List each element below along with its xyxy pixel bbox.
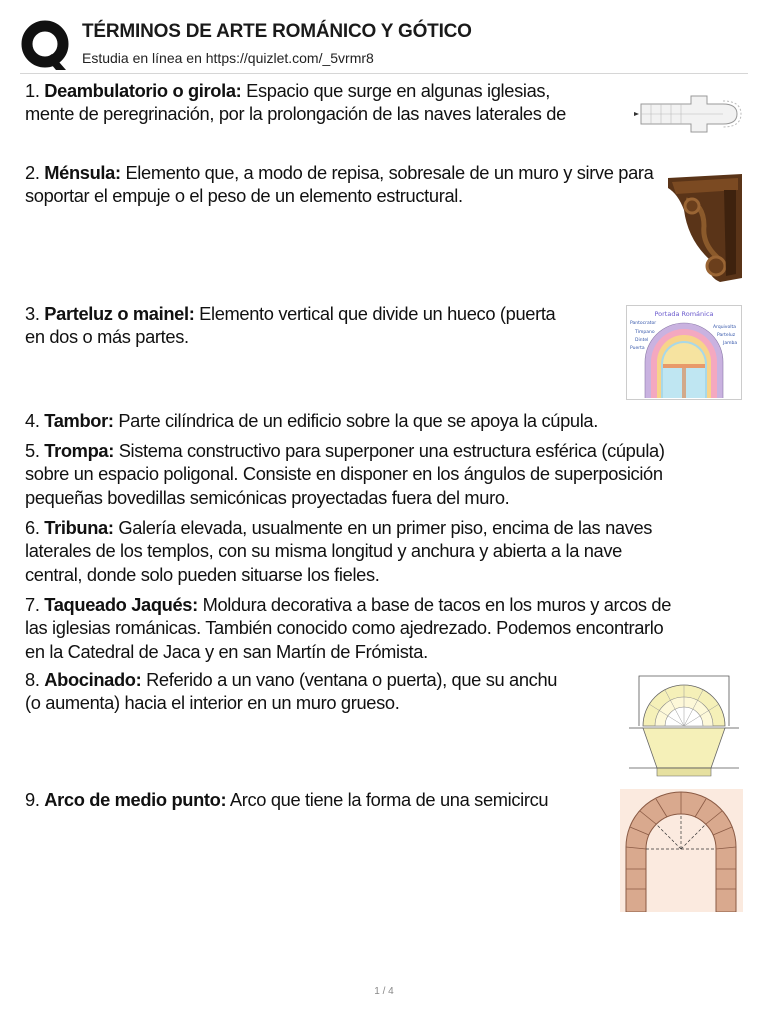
term-entry: 1. Deambulatorio o girola: Espacio que surge en algunas iglesias, mente de peregrinación, por la prolongación de las naves laterales de (25, 80, 566, 125)
svg-text:Parteluz: Parteluz (717, 333, 736, 338)
abocinado-image (625, 668, 743, 781)
term-title: Abocinado: (44, 669, 142, 690)
term-entry: 9. Arco de medio punto: Arco que tiene la forma de una semicircu (25, 789, 549, 810)
arco-medio-punto-image (620, 789, 743, 912)
page-number: 1 / 4 (374, 986, 394, 997)
floor-plan-image (631, 88, 744, 140)
page-title: TÉRMINOS DE ARTE ROMÁNICO Y GÓTICO (82, 21, 472, 42)
quizlet-logo-icon (20, 18, 70, 72)
svg-text:Jamba: Jamba (723, 341, 738, 346)
mensula-image (658, 170, 746, 288)
term-entry: 5. Trompa: Sistema constructivo para superponer una estructura esférica (cúpula) sobre un espacio poligonal. Consiste en disponer en los ángulos de superposición pequeñas bovedillas semicónicas proyectadas fuera del muro. (25, 440, 665, 508)
term-entry: 8. Abocinado: Referido a un vano (ventana o puerta), que su anchu (o aumenta) hacia el interior en un muro grueso. (25, 669, 558, 714)
term-title: Trompa: (44, 440, 114, 461)
svg-text:Arquivolta: Arquivolta (713, 325, 736, 330)
term-title: Deambulatorio o girola: (44, 80, 242, 101)
study-link[interactable]: Estudia en línea en https://quizlet.com/_5vrmr8 (82, 50, 374, 66)
term-title: Taqueado Jaqués: (44, 594, 198, 615)
term-entry: 4. Tambor: Parte cilíndrica de un edificio sobre la que se apoya la cúpula. (25, 410, 598, 431)
svg-text:Tímpano: Tímpano (635, 330, 655, 335)
term-entry: 3. Parteluz o mainel: Elemento vertical que divide un hueco (puerta en dos o más partes. (25, 303, 556, 348)
svg-text:Pantocrator: Pantocrator (630, 321, 657, 326)
term-entry: 2. Ménsula: Elemento que, a modo de repisa, sobresale de un muro y sirve para soportar el empuje o el peso de un elemento estructural. (25, 162, 654, 207)
header-divider (20, 73, 748, 74)
portada-title: Portada Románica (654, 310, 714, 318)
term-entry: 7. Taqueado Jaqués: Moldura decorativa a base de tacos en los muros y arcos de las iglesias románicas. También conocido como ajedrezado. Podemos encontrarlo en la Catedral de Jaca y en san Martín de Frómista. (25, 594, 672, 662)
term-title: Parteluz o mainel: (44, 303, 195, 324)
term-title: Tribuna: (44, 517, 114, 538)
term-title: Ménsula: (44, 162, 121, 183)
portada-romanica-image (626, 305, 742, 400)
term-title: Tambor: (44, 410, 114, 431)
svg-text:Puerta: Puerta (630, 346, 645, 351)
term-entry: 6. Tribuna: Galería elevada, usualmente en un primer piso, encima de las naves laterales de los templos, con su misma longitud y anchura y abierta a la nave central, donde solo pueden situarse los fieles. (25, 517, 653, 585)
svg-text:Dintel: Dintel (635, 338, 649, 343)
term-title: Arco de medio punto: (44, 789, 227, 810)
page-header (0, 0, 768, 74)
